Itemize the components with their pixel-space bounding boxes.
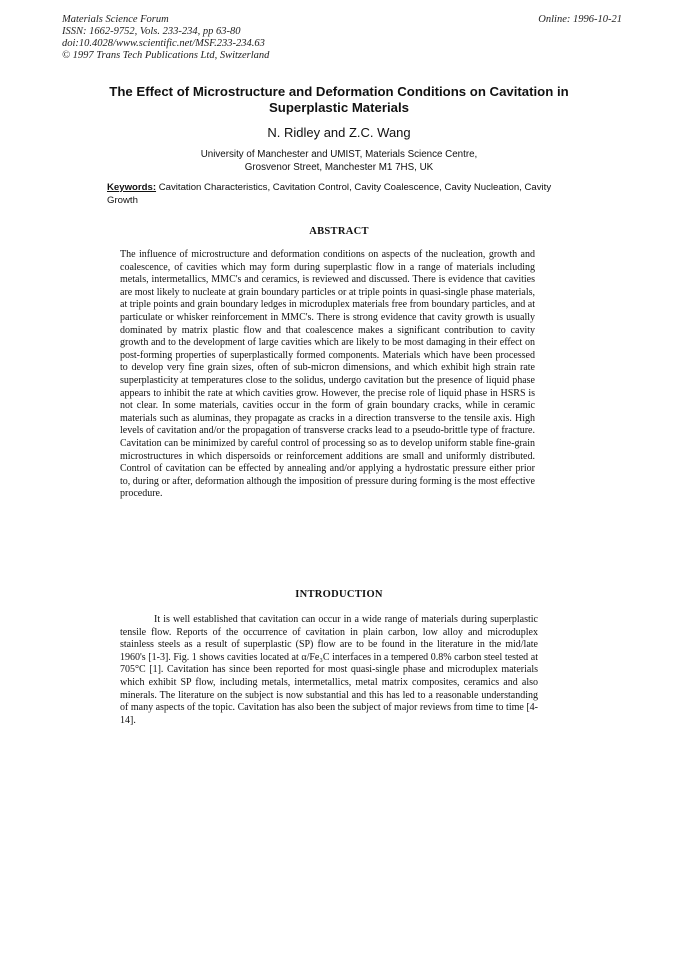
author-affiliation	[80, 148, 598, 174]
abstract-heading: ABSTRACT	[309, 226, 369, 237]
affiliation-line-2: Grosvenor Street, Manchester M1 7HS, UK	[244, 162, 434, 173]
introduction-heading: INTRODUCTION	[295, 589, 383, 600]
paper-authors: N. Ridley and Z.C. Wang	[267, 125, 411, 140]
copyright-line: © 1997 Trans Tech Publications Ltd, Switzerland	[62, 50, 270, 61]
keywords-block	[107, 182, 569, 207]
keywords-list: Cavitation Characteristics, Cavitation Control, Cavity Coalescence, Cavity Nucleation, Cavity Growth	[107, 182, 552, 206]
introduction-body: It is well established that cavitation can occur in a wide range of materials during superplastic tensile flow. Reports of the occurrence of cavitation in plain carbon, low alloy and microduplex stainless steels as a result of superplastic (SP) flow are to be found in the literature in the mid/late 1960's [1-3]. Fig. 1 shows cavities located at α/Fe₃C interfaces in a tempered 0.8% carbon steel tested at 705°C [1]. Cavitation has since been reported for most quasi-single phase and microduplex materials which exhibit SP flow, including metals, intermetallics, metal matrix composites, ceramics and also minerals. The literature on the subject is now substantial and this has led to a reasonable understanding of many aspects of the topic. Cavitation has also been the subject of major reviews from time to time [4-14].	[120, 614, 538, 726]
affiliation-line-1: University of Manchester and UMIST, Materials Science Centre,	[200, 149, 478, 160]
issn-line: ISSN: 1662-9752, Vols. 233-234, pp 63-80	[62, 26, 241, 37]
doi-line[interactable]: doi:10.4028/www.scientific.net/MSF.233-234.63	[62, 38, 265, 49]
abstract-body: The influence of microstructure and deformation conditions on aspects of the nucleation, growth and coalescence, of cavities which may form during superplastic flow in a range of materials including metals, intermetallics, MMC's and ceramics, is reviewed and discussed. There is evidence that cavities are most likely to nucleate at grain boundary particles or at triple points in quasi-single phase materials, at triple points and grain boundary ledges in microduplex materials free from boundary particles, and at particulate or whisker reinforcement in MMC's. There is strong evidence that cavity growth is usually dominated by matrix plastic flow and that coalescence makes a significant contribution to cavity growth and to the development of large cavities which are likely to be most damaging in their effect on post-forming properties of superplastically formed components. Materials which have been processed to develop very fine grain sizes, often of sub-micron dimensions, and which exhibit high strain rate superplasticity at temperatures close to the solidus, undergo cavitation but the presence of liquid phase appears to inhibit the rate at which cavities grow. However, the precise role of liquid phase in HSRS is not clear. In some materials, cavities occur in the form of grain boundary cracks, while in ceramic materials such as aluminas, they propagate as cracks in a direction transverse to the tensile axis. High levels of cavitation and/or the propagation of transverse cracks lead to a pseudo-brittle type of fracture. Cavitation can be minimized by careful control of processing so as to develop uniform stable fine-grain microstructures in which dispersoids or reinforcement additions are small and uniformly distributed. Control of cavitation can be effected by annealing and/or applying a hydrostatic pressure either prior to, during or after, deformation although the imposition of pressure during forming is the most effective procedure.	[120, 249, 535, 500]
journal-name: Materials Science Forum	[62, 14, 169, 25]
online-date: Online: 1996-10-21	[538, 14, 622, 25]
paper-title: The Effect of Microstructure and Deformation Conditions on Cavitation in Superplastic Materials	[109, 84, 569, 115]
keywords-label: Keywords:	[107, 182, 157, 193]
